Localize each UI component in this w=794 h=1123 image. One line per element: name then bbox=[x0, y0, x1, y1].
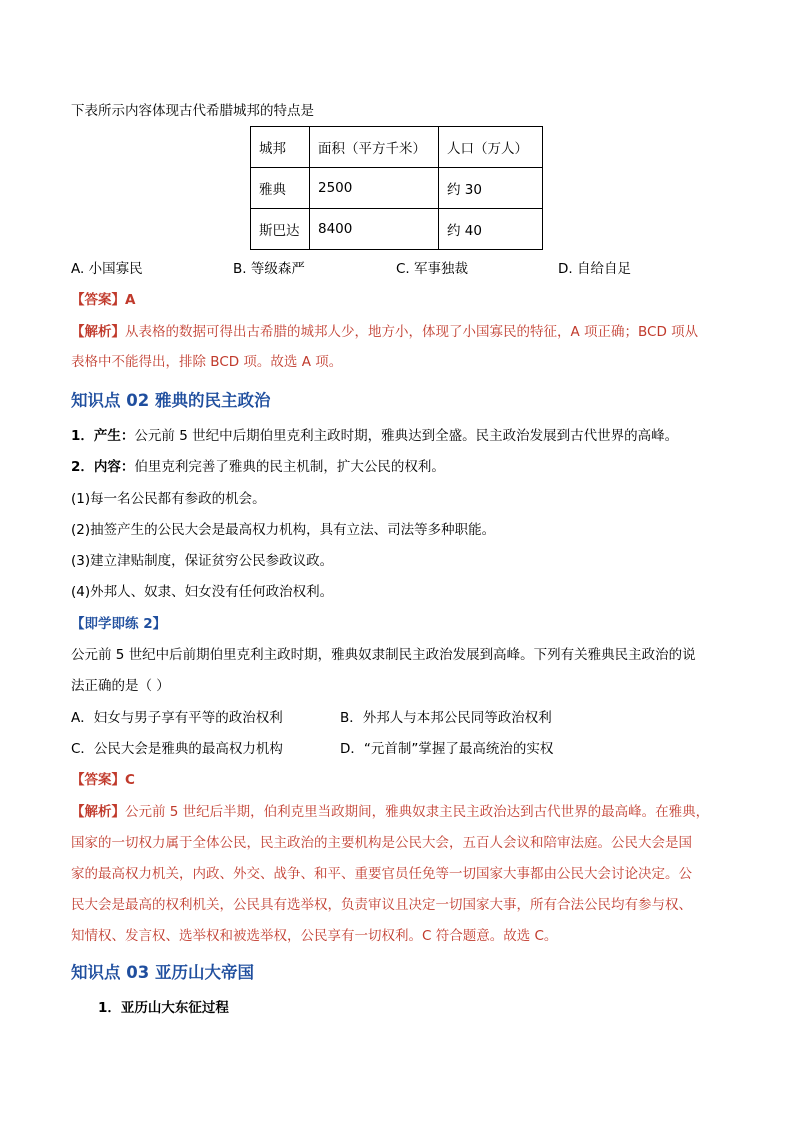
table-cell: 雅典 bbox=[251, 168, 310, 209]
list-item: (3)建立津贴制度，保证贫穷公民参政议政。 bbox=[71, 553, 334, 569]
table-header-row bbox=[251, 127, 543, 168]
content-item bbox=[71, 426, 678, 446]
subsection-title: 1．亚历山大东征过程 bbox=[98, 1000, 229, 1016]
analysis-text: 公元前 5 世纪后半期，伯利克里当政期间，雅典奴隶主民主政治达到古代世界的最高峰。在雅典， bbox=[125, 804, 710, 820]
item-label: 2．内容： bbox=[71, 459, 135, 475]
section-heading: 知识点 03 亚历山大帝国 bbox=[71, 963, 254, 982]
analysis-line: 表格中不能得出，排除 BCD 项。故选 A 项。 bbox=[71, 354, 343, 370]
answer-label: 【答案】C bbox=[71, 772, 135, 788]
option-b: B. 等级森严 bbox=[233, 261, 305, 277]
table-cell: 2500 bbox=[310, 168, 439, 209]
list-item: (4)外邦人、奴隶、妇女没有任何政治权利。 bbox=[71, 584, 334, 600]
analysis-line: 家的最高权力机关，内政、外交、战争、和平、重要官员任免等一切国家大事都由公民大会讨论决定。公 bbox=[71, 866, 692, 882]
table-row bbox=[251, 209, 543, 250]
table-header-cell: 城邦 bbox=[251, 127, 310, 168]
question-stem: 法正确的是（ ） bbox=[71, 678, 170, 694]
option-a: A. 小国寡民 bbox=[71, 261, 143, 277]
option-a: A．妇女与男子享有平等的政治权利 bbox=[71, 710, 283, 726]
option-b: B．外邦人与本邦公民同等政治权利 bbox=[340, 710, 552, 726]
table-cell: 约 40 bbox=[439, 209, 543, 250]
city-state-table bbox=[250, 126, 543, 250]
analysis-line: 知情权、发言权、选举权和被选举权，公民享有一切权利。C 符合题意。故选 C。 bbox=[71, 928, 558, 944]
analysis-line: 民大会是最高的权利机关，公民具有选举权，负责审议且决定一切国家大事，所有合法公民均有参与权、 bbox=[71, 897, 692, 913]
question-stem: 公元前 5 世纪中后前期伯里克利主政时期，雅典奴隶制民主政治发展到高峰。下列有关雅典民主政治的说 bbox=[71, 647, 696, 663]
answer-label: 【答案】A bbox=[71, 292, 136, 308]
section-heading: 知识点 02 雅典的民主政治 bbox=[71, 391, 271, 410]
question-stem: 下表所示内容体现古代希腊城邦的特点是 bbox=[71, 103, 314, 119]
table-cell: 约 30 bbox=[439, 168, 543, 209]
analysis-text: 从表格的数据可得出古希腊的城邦人少，地方小，体现了小国寡民的特征，A 项正确；BCD 项从 bbox=[125, 324, 699, 340]
table-cell: 斯巴达 bbox=[251, 209, 310, 250]
analysis-line bbox=[71, 322, 698, 342]
table-cell: 8400 bbox=[310, 209, 439, 250]
analysis-label: 【解析】 bbox=[71, 324, 125, 340]
practice-label: 【即学即练 2】 bbox=[71, 616, 167, 632]
option-d: D．“元首制”掌握了最高统治的实权 bbox=[340, 741, 554, 757]
list-item: (2)抽签产生的公民大会是最高权力机构，具有立法、司法等多种职能。 bbox=[71, 522, 496, 538]
table-header-cell: 面积（平方千米） bbox=[310, 127, 439, 168]
analysis-line bbox=[71, 802, 709, 822]
option-d: D. 自给自足 bbox=[558, 261, 631, 277]
item-label: 1．产生： bbox=[71, 428, 135, 444]
table-row bbox=[251, 168, 543, 209]
option-c: C. 军事独裁 bbox=[396, 261, 469, 277]
list-item: (1)每一名公民都有参政的机会。 bbox=[71, 491, 266, 507]
option-c: C．公民大会是雅典的最高权力机构 bbox=[71, 741, 283, 757]
table-header-cell: 人口（万人） bbox=[439, 127, 543, 168]
item-text: 公元前 5 世纪中后期伯里克利主政时期，雅典达到全盛。民主政治发展到古代世界的高峰。 bbox=[134, 428, 679, 444]
analysis-label: 【解析】 bbox=[71, 804, 125, 820]
item-text: 伯里克利完善了雅典的民主机制，扩大公民的权利。 bbox=[134, 459, 445, 475]
analysis-line: 国家的一切权力属于全体公民，民主政治的主要机构是公民大会，五百人会议和陪审法庭。公民大会是国 bbox=[71, 835, 692, 851]
content-item bbox=[71, 457, 445, 477]
